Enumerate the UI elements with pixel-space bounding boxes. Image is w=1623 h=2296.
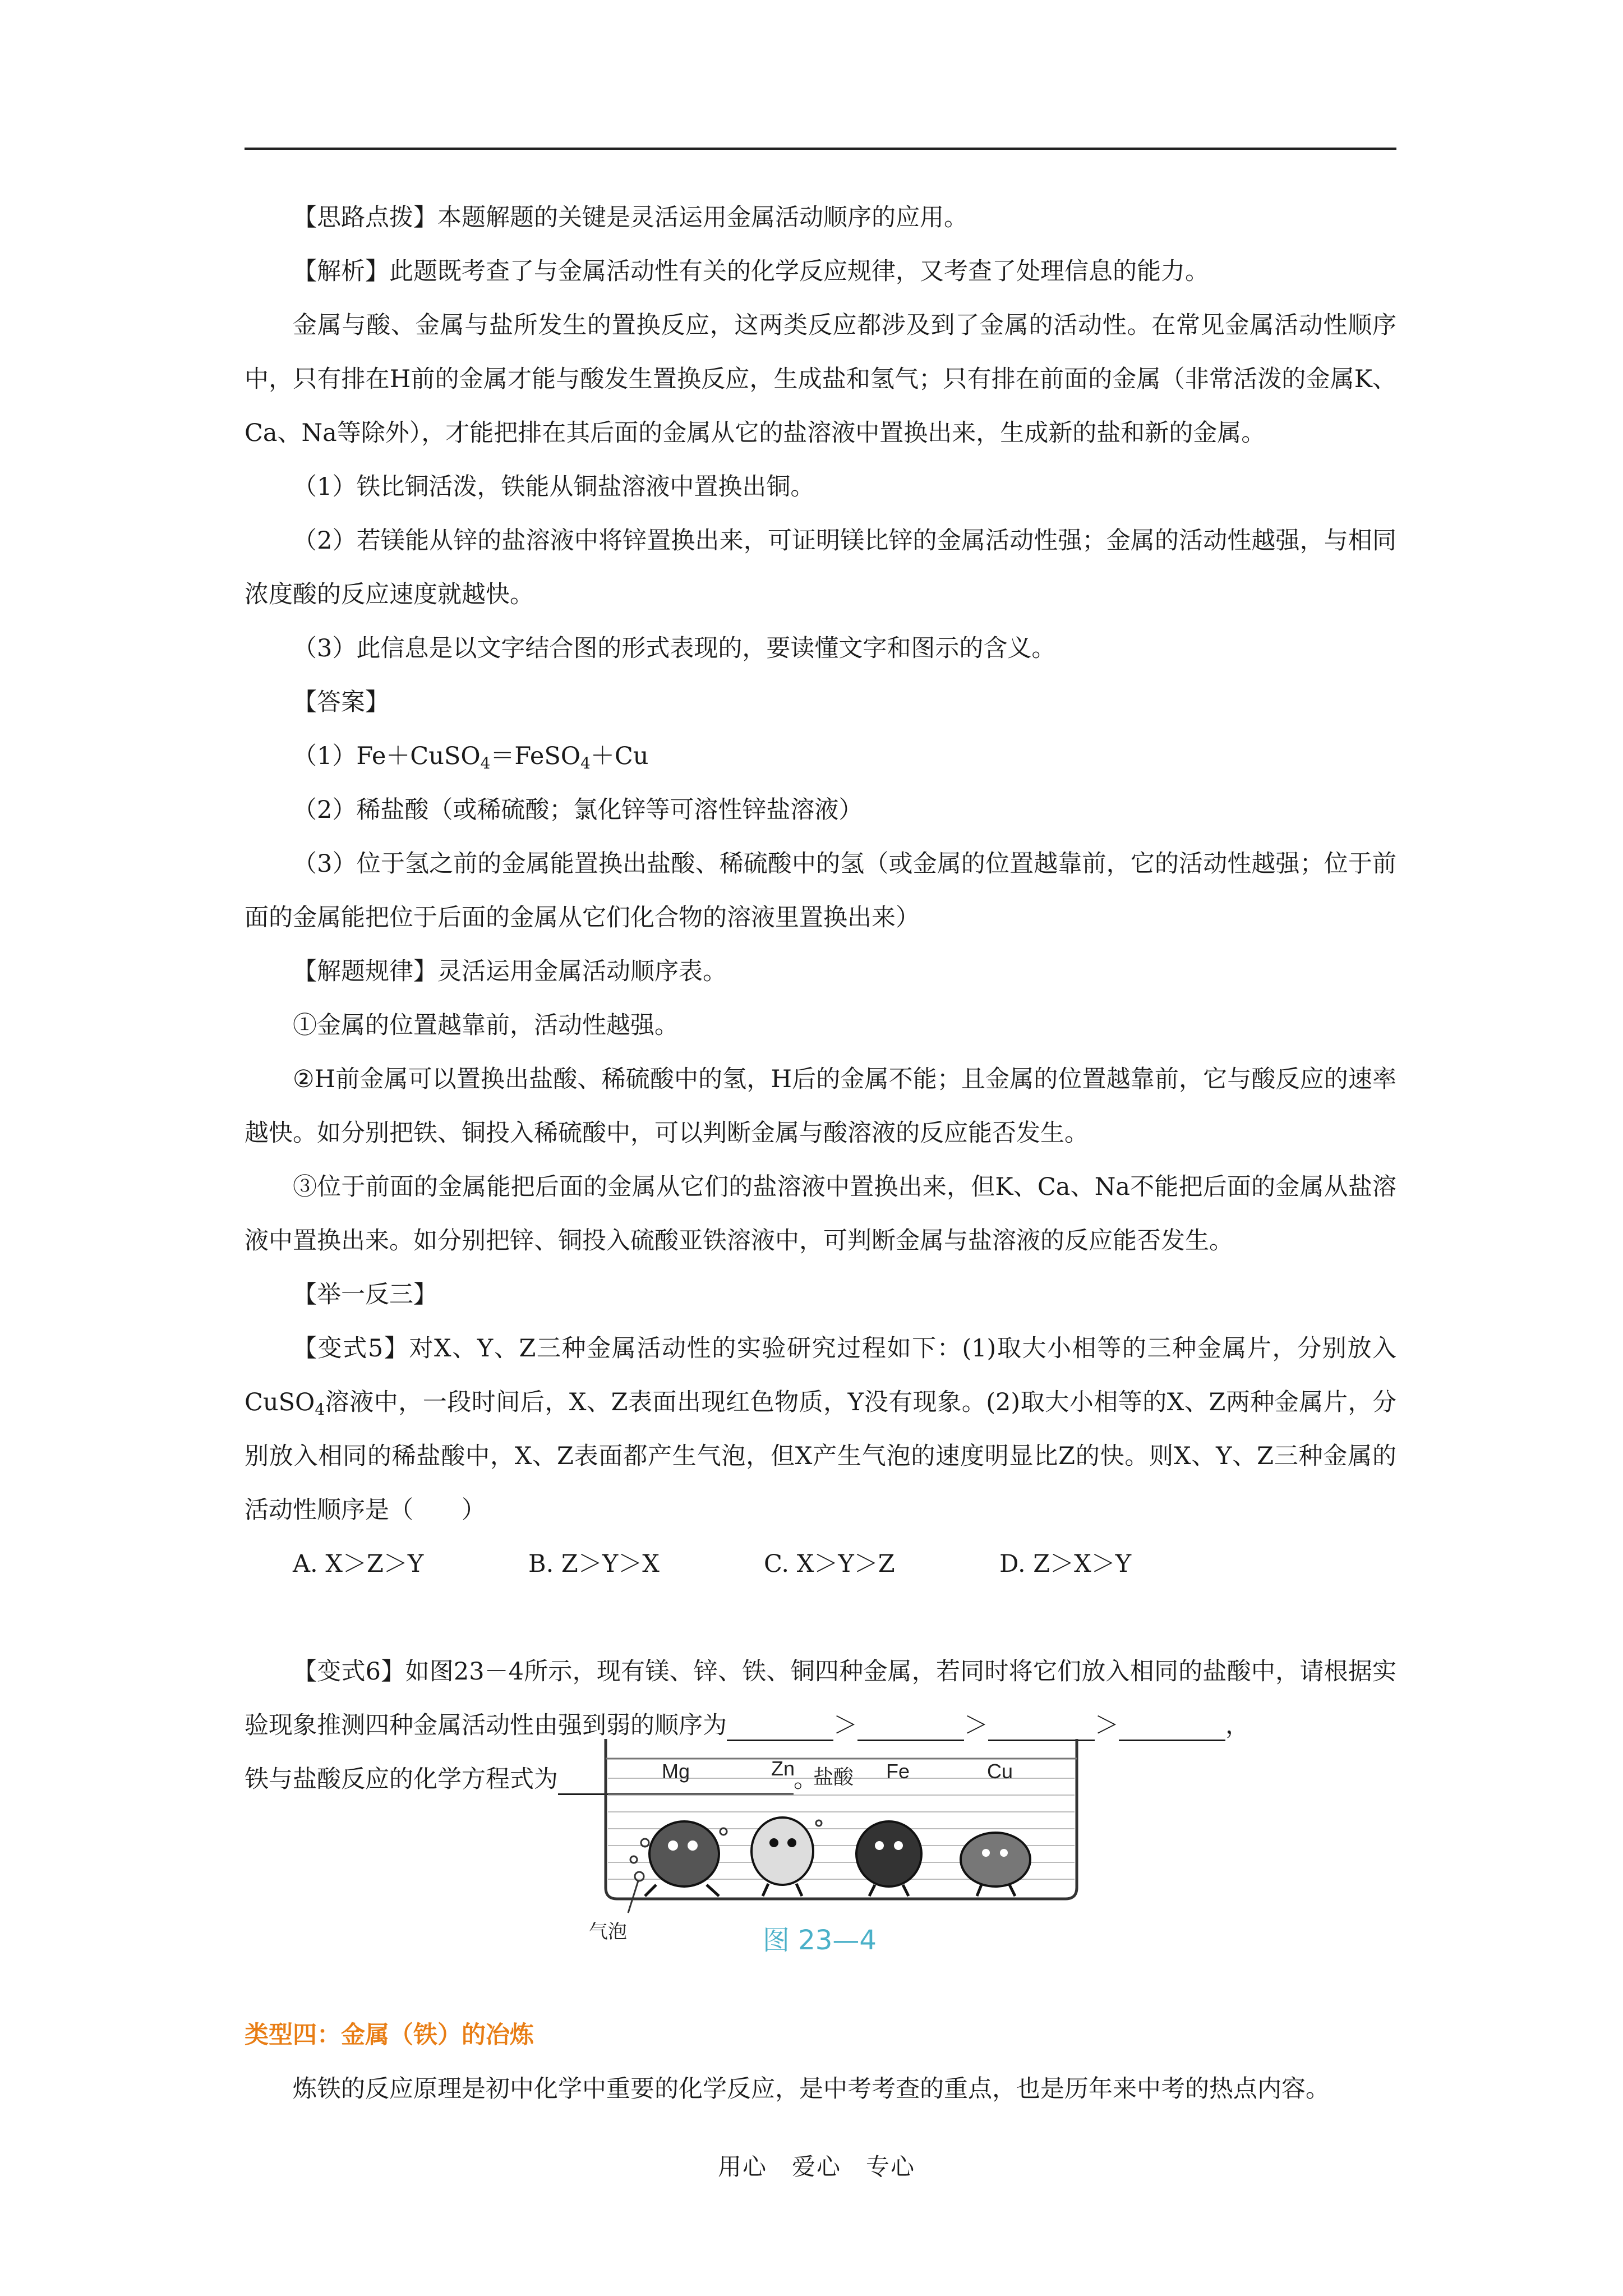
option-a: A. X＞Z＞Y bbox=[293, 1550, 424, 1578]
variant-6-question: 【变式6】如图23－4所示，现有镁、锌、铁、铜四种金属，若同时将它们放入相同的盐酸中，请根据实验现象推测四种金属活动性由强到弱的顺序为 ＞ ＞ ＞ ， 铁与盐酸反应的化学方程式为 。 bbox=[245, 1645, 1396, 1806]
option-b: B. Z＞Y＞X bbox=[528, 1550, 660, 1578]
section-four-heading: 类型四：金属（铁）的冶炼 bbox=[245, 2021, 534, 2049]
copper-metal bbox=[961, 1833, 1030, 1896]
analysis-paragraph: 【解析】此题既考查了与金属活动性有关的化学反应规律，又考查了处理信息的能力。 bbox=[293, 257, 1209, 286]
answer-1: （1）Fe＋CuSO$_4$＝FeSO$_4$＋Cu bbox=[293, 742, 649, 772]
explanation-paragraph: 金属与酸、金属与盐所发生的置换反应，这两类反应都涉及到了金属的活动性。在常见金属活动性顺序中，只有排在H前的金属才能与酸发生置换反应，生成盐和氢气；只有排在前面的金属（非常活泼的金属K、Ca、Na等除外），才能把排在其后面的金属从它的盐溶液中置换出来，生成新的盐和新的金属。 bbox=[245, 311, 1396, 447]
section-four bbox=[245, 2008, 1396, 2116]
answer-3: （3）位于氢之前的金属能置换出盐酸、稀硫酸中的氢（或金属的位置越靠前，它的活动性越强；位于前面的金属能把位于后面的金属从它们化合物的溶液里置换出来） bbox=[245, 850, 1396, 932]
option-d: D. Z＞X＞Y bbox=[999, 1550, 1132, 1578]
label-fe: Fe bbox=[886, 1760, 910, 1783]
variant-5-options bbox=[245, 1537, 1396, 1591]
rule-1: ①金属的位置越靠前，活动性越强。 bbox=[293, 1011, 679, 1039]
document-body bbox=[245, 191, 1396, 1806]
figure-caption: 图 23—4 bbox=[763, 1925, 877, 1956]
magnesium-metal bbox=[630, 1821, 727, 1896]
variant-5-question: 【变式5】对X、Y、Z三种金属活动性的实验研究过程如下：(1)取大小相等的三种金属片，分别放入CuSO$_4$溶液中，一段时间后，X、Z表面出现红色物质，Y没有现象。(2)取大小相等的X、Z两种金属片，分别放入相同的稀盐酸中，X、Z表面都产生气泡，但X产生气泡的速度明显比Z的快。则X、Y、Z三种金属的活动性顺序是（ ） bbox=[245, 1335, 1396, 1524]
practice-heading: 【举一反三】 bbox=[293, 1281, 437, 1309]
page-footer: 用心 爱心 专心 bbox=[718, 2153, 916, 2180]
option-c: C. X＞Y＞Z bbox=[764, 1550, 895, 1578]
label-hydrochloric-acid: 盐酸 bbox=[813, 1766, 854, 1789]
iron-metal bbox=[856, 1821, 921, 1896]
rule-3: ③位于前面的金属能把后面的金属从它们的盐溶液中置换出来，但K、Ca、Na不能把后面的金属从盐溶液中置换出来。如分别把锌、铜投入硫酸亚铁溶液中，可判断金属与盐溶液的反应能否发生。 bbox=[245, 1173, 1396, 1255]
point-3: （3）此信息是以文字结合图的形式表现的，要读懂文字和图示的含义。 bbox=[293, 634, 1056, 662]
point-1: （1）铁比铜活泼，铁能从铜盐溶液中置换出铜。 bbox=[293, 473, 815, 501]
section-four-intro: 炼铁的反应原理是初中化学中重要的化学反应，是中考考查的重点，也是历年来中考的热点内容。 bbox=[293, 2075, 1330, 2103]
rule-2: ②H前金属可以置换出盐酸、稀硫酸中的氢，H后的金属不能；且金属的位置越靠前，它与酸反应的速率越快。如分别把铁、铜投入稀硫酸中，可以判断金属与酸溶液的反应能否发生。 bbox=[245, 1065, 1396, 1147]
label-mg: Mg bbox=[662, 1760, 690, 1783]
point-2: （2）若镁能从锌的盐溶液中将锌置换出来，可证明镁比锌的金属活动性强；金属的活动性越强，与相同浓度酸的反应速度就越快。 bbox=[245, 527, 1396, 609]
header-rule bbox=[245, 148, 1396, 150]
answer-heading: 【答案】 bbox=[293, 688, 389, 716]
label-cu: Cu bbox=[987, 1760, 1013, 1783]
hint-paragraph: 【思路点拨】本题解题的关键是灵活运用金属活动顺序的应用。 bbox=[293, 204, 968, 232]
answer-2: （2）稀盐酸（或稀硫酸；氯化锌等可溶性锌盐溶液） bbox=[293, 796, 863, 824]
label-bubbles: 气泡 bbox=[589, 1921, 627, 1943]
label-zn: Zn bbox=[771, 1757, 795, 1780]
rule-heading: 【解题规律】灵活运用金属活动顺序表。 bbox=[293, 958, 727, 986]
